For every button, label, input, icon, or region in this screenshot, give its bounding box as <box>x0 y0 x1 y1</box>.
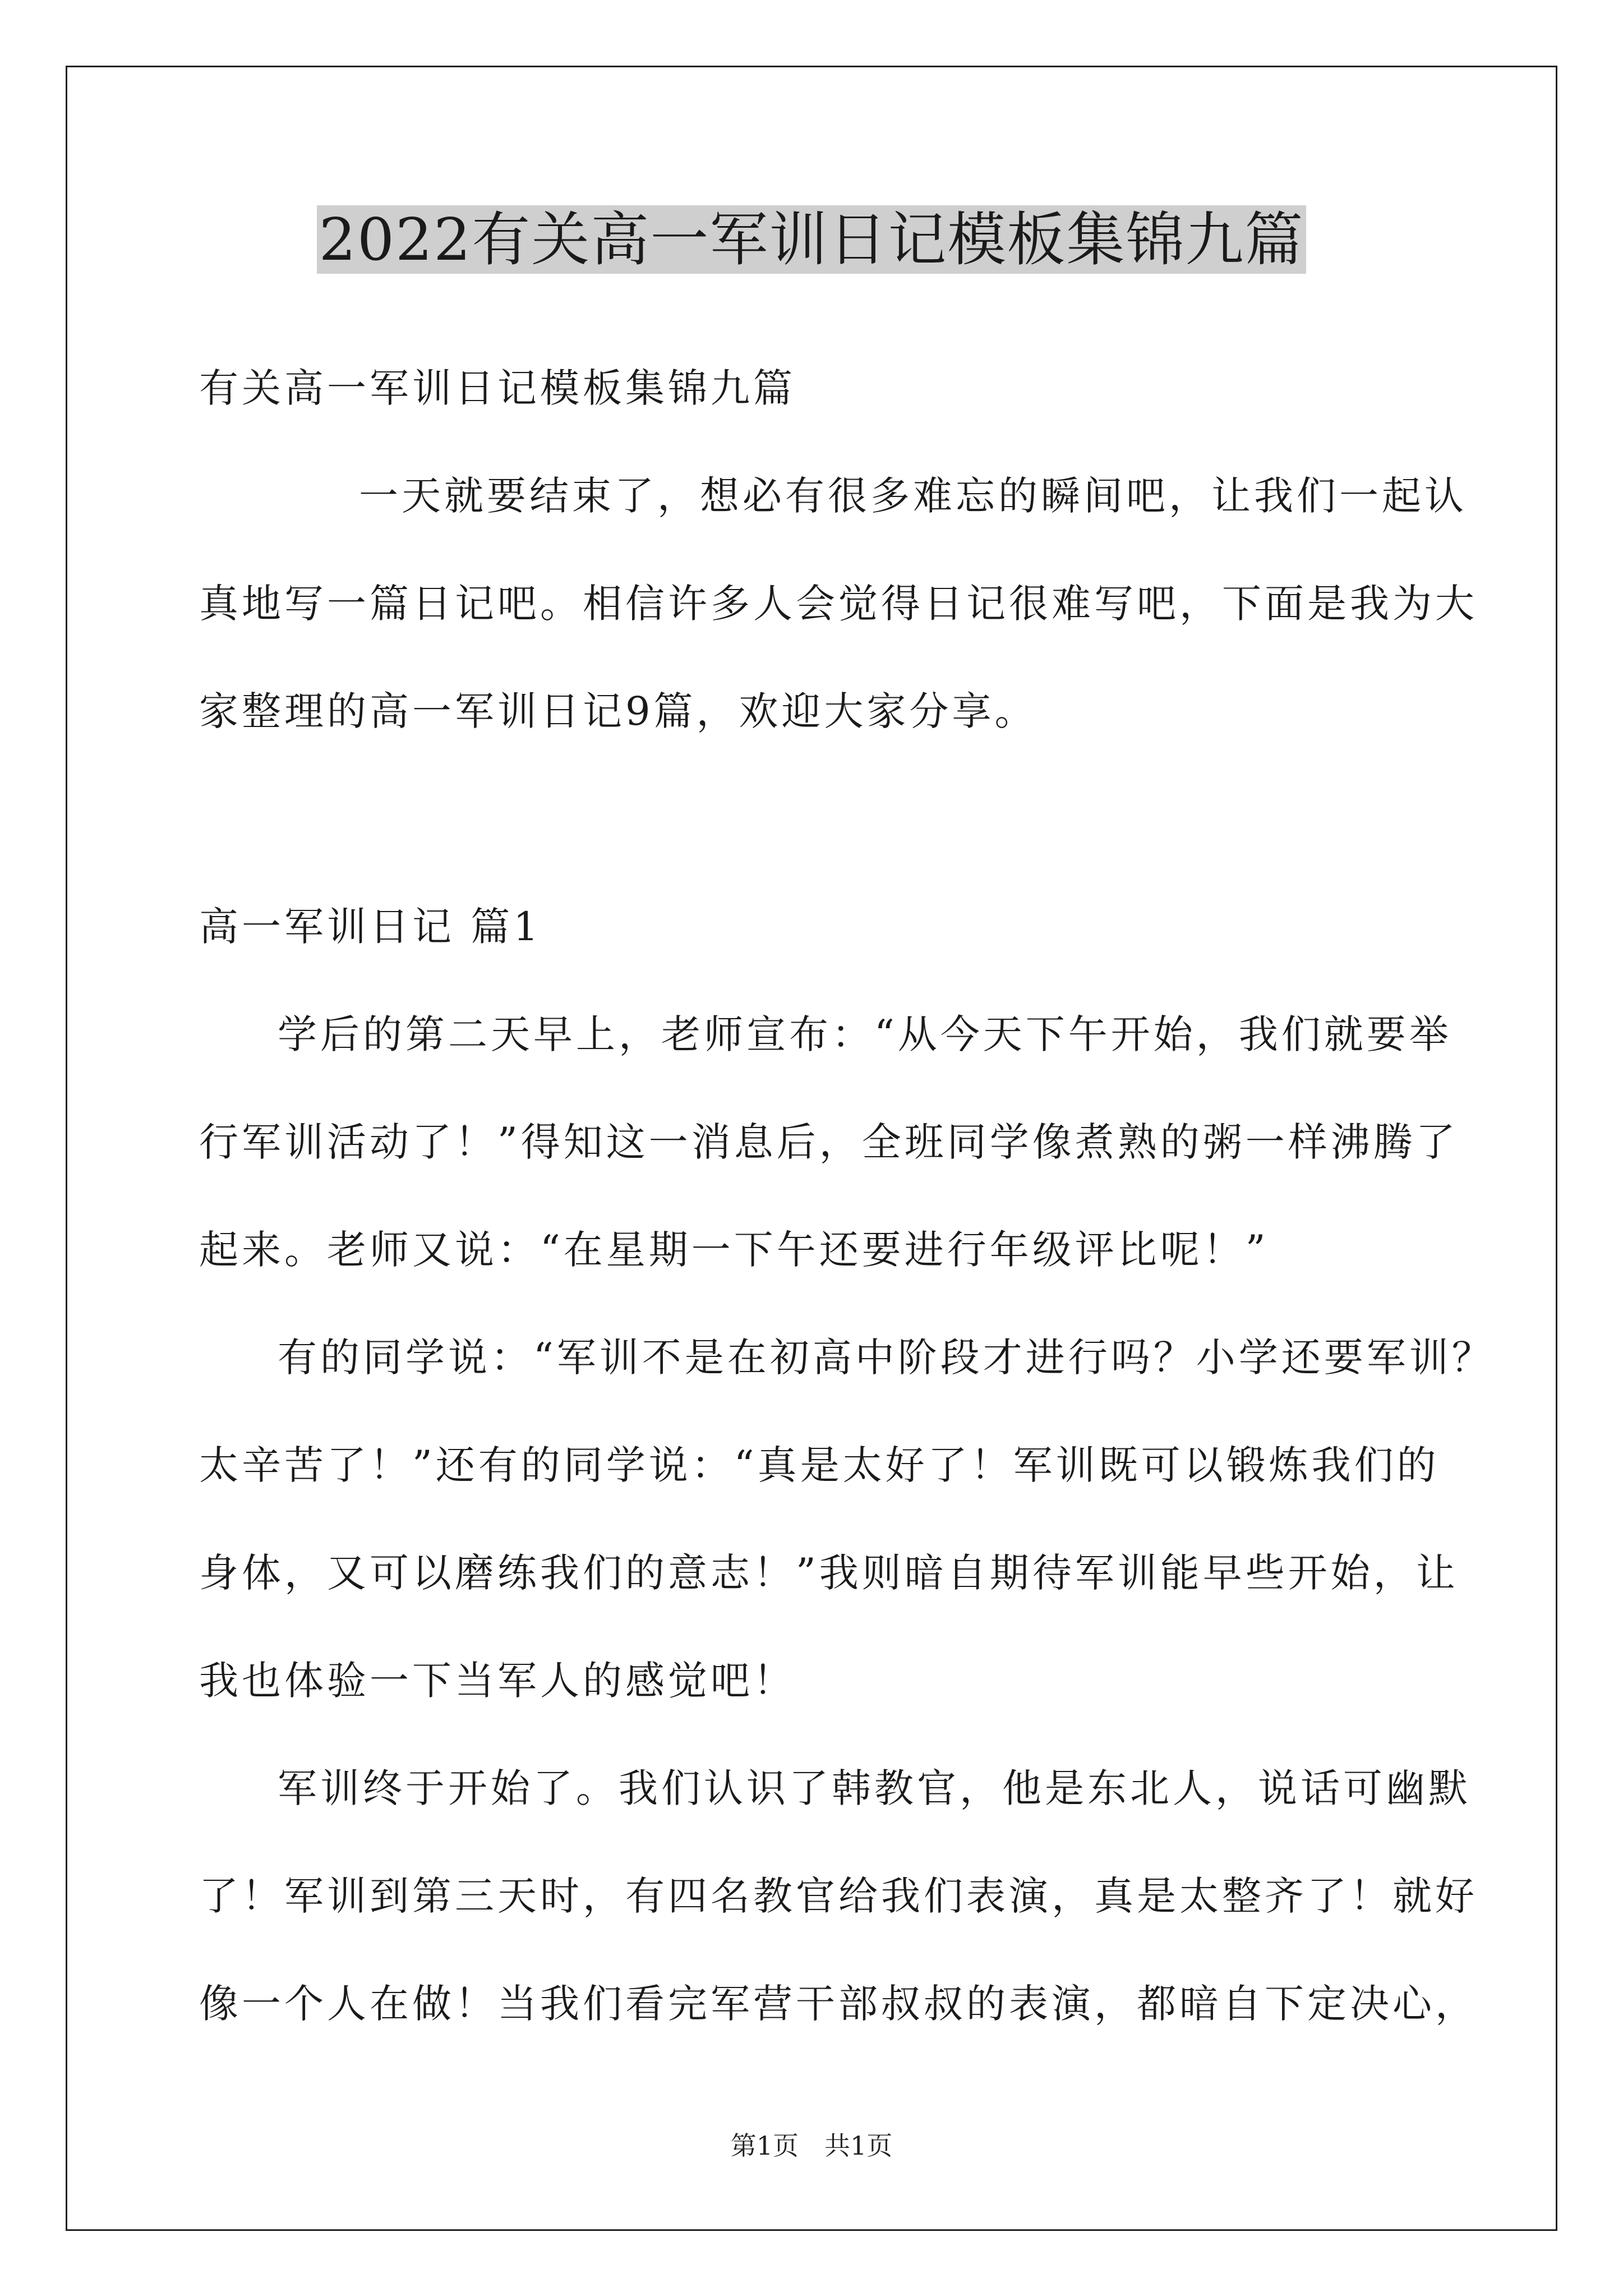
title-text: 2022有关高一军训日记模板集锦九篇 <box>317 205 1307 274</box>
body-line-10: 像一个人在做！当我们看完军营干部叔叔的表演，都暗自下定决心， <box>199 1981 1478 2027</box>
intro-line-2: 真地写一篇日记吧。相信许多人会觉得日记很难写吧，下面是我为大 <box>199 581 1478 627</box>
body-line-2: 行军训活动了！”得知这一消息后，全班同学像煮熟的粥一样沸腾了 <box>199 1119 1459 1165</box>
body-line-5: 太辛苦了！”还有的同学说：“真是太好了！军训既可以锻炼我们的 <box>199 1442 1440 1488</box>
body-line-4: 有的同学说：“军训不是在初高中阶段才进行吗？小学还要军训？ <box>278 1335 1495 1381</box>
body-line-7: 我也体验一下当军人的感觉吧！ <box>199 1658 796 1704</box>
body-line-9: 了！军训到第三天时，有四名教官给我们表演，真是太整齐了！就好 <box>199 1873 1478 1919</box>
document-subtitle: 有关高一军训日记模板集锦九篇 <box>199 365 796 411</box>
body-line-6: 身体，又可以磨练我们的意志！”我则暗自期待军训能早些开始，让 <box>199 1550 1459 1596</box>
intro-line-3: 家整理的高一军训日记9篇，欢迎大家分享。 <box>199 688 1038 734</box>
body-line-8: 军训终于开始了。我们认识了韩教官，他是东北人，说话可幽默 <box>278 1765 1471 1811</box>
body-line-1: 学后的第二天早上，老师宣布：“从今天下午开始，我们就要举 <box>278 1011 1452 1057</box>
body-line-3: 起来。老师又说：“在星期一下午还要进行年级评比呢！” <box>199 1227 1269 1273</box>
document-title <box>0 197 1623 282</box>
page-footer: 第1页 共1页 <box>730 2131 893 2161</box>
section-heading: 高一军训日记 篇1 <box>199 904 542 950</box>
intro-line-1: 一天就要结束了，想必有很多难忘的瞬间吧，让我们一起认 <box>359 473 1467 519</box>
